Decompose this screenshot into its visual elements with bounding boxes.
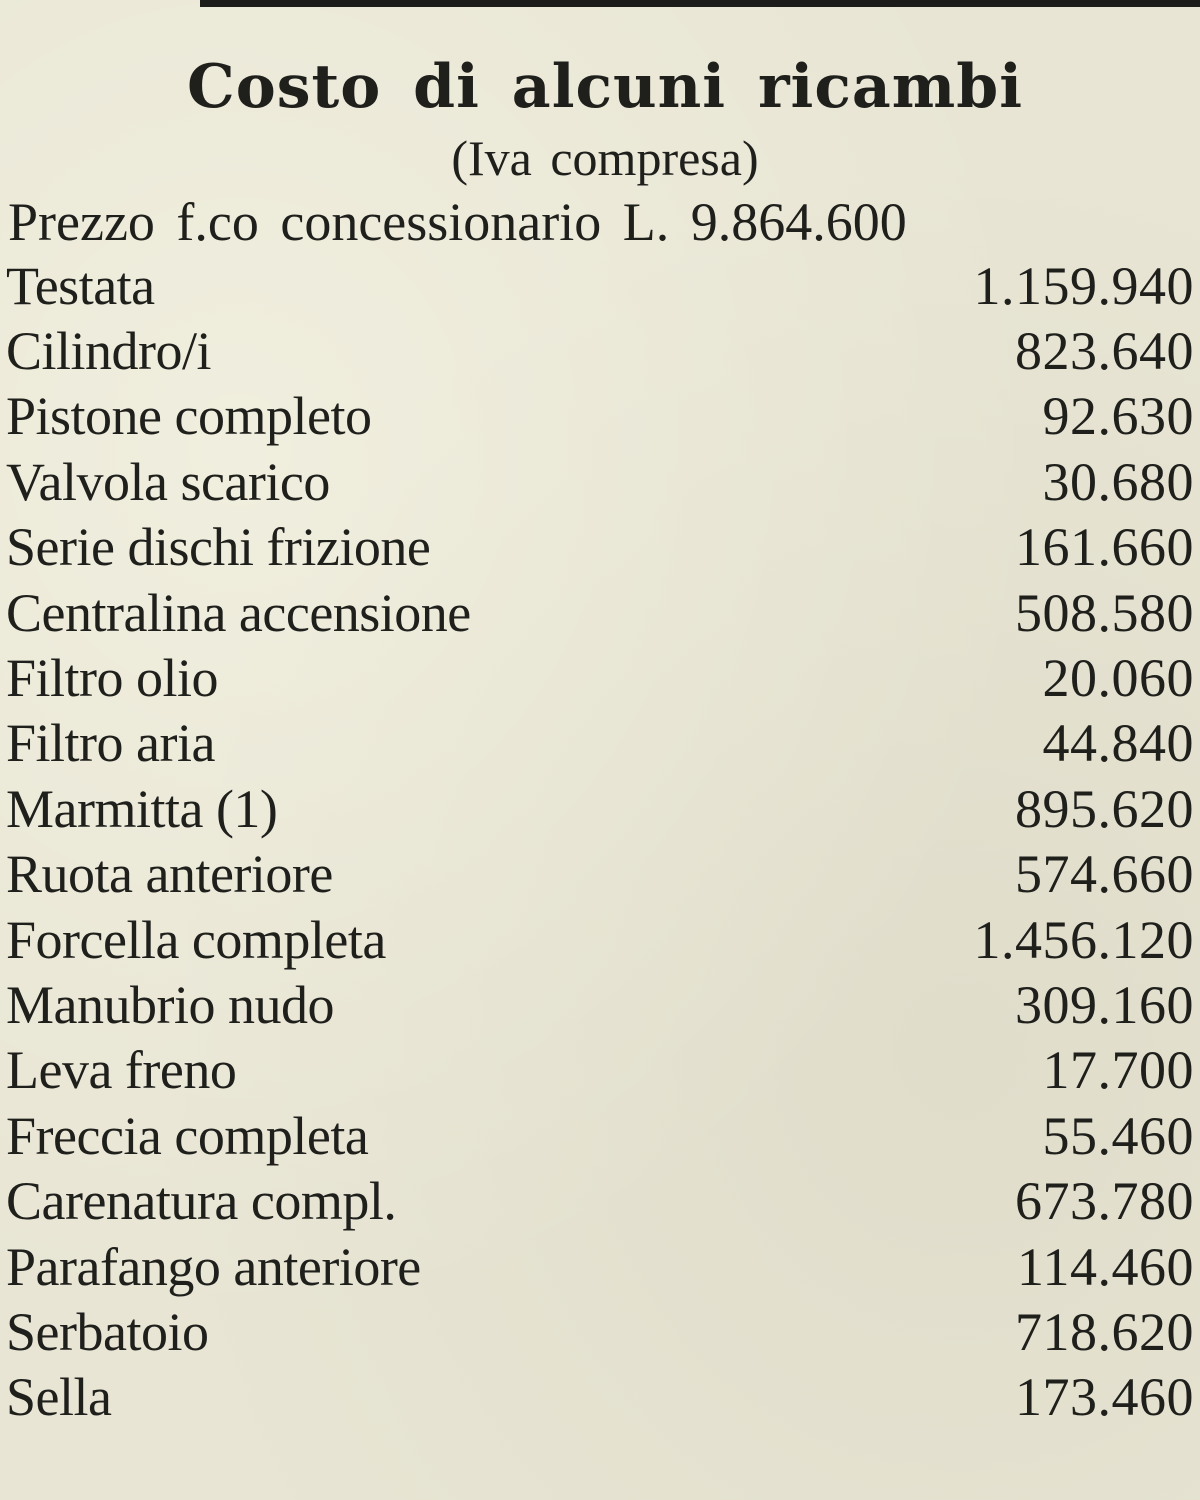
part-name: Manubrio nudo <box>6 974 334 1035</box>
part-name: Freccia completa <box>6 1105 369 1166</box>
top-rule <box>200 0 1200 7</box>
part-name: Marmitta (1) <box>6 778 278 839</box>
part-price: 30.680 <box>1042 451 1194 512</box>
list-item <box>6 907 1194 972</box>
part-name: Pistone completo <box>6 386 372 447</box>
part-price: 44.840 <box>1042 713 1194 774</box>
part-price: 673.780 <box>1015 1171 1194 1232</box>
list-item <box>6 384 1194 449</box>
list-item <box>6 515 1194 580</box>
list-item <box>6 1168 1194 1233</box>
list-item <box>6 1038 1194 1103</box>
dealer-price-line: Prezzo f.co concessionario L. 9.864.600 <box>8 192 907 252</box>
list-item <box>6 1299 1194 1364</box>
part-price: 92.630 <box>1042 386 1194 447</box>
list-item <box>6 1365 1194 1430</box>
part-price: 114.460 <box>1017 1236 1194 1297</box>
part-price: 823.640 <box>1015 321 1194 382</box>
spare-parts-list <box>6 253 1194 1430</box>
part-price: 173.460 <box>1015 1367 1194 1428</box>
table-subtitle: (Iva compresa) <box>451 130 759 186</box>
part-name: Serie dischi frizione <box>6 517 431 578</box>
part-price: 20.060 <box>1042 648 1194 709</box>
part-price: 161.660 <box>1015 517 1194 578</box>
part-price: 17.700 <box>1042 1040 1194 1101</box>
table-title: Costo di alcuni ricambi <box>187 52 1023 122</box>
part-name: Parafango anteriore <box>6 1236 421 1297</box>
part-name: Leva freno <box>6 1040 237 1101</box>
part-name: Cilindro/i <box>6 321 212 382</box>
part-name: Valvola scarico <box>6 451 330 512</box>
list-item <box>6 776 1194 841</box>
part-name: Sella <box>6 1367 112 1428</box>
list-item <box>6 580 1194 645</box>
part-price: 508.580 <box>1015 582 1194 643</box>
part-name: Serbatoio <box>6 1301 209 1362</box>
part-name: Filtro aria <box>6 713 215 774</box>
part-name: Testata <box>6 255 155 316</box>
list-item <box>6 253 1194 318</box>
list-item <box>6 1234 1194 1299</box>
list-item <box>6 449 1194 514</box>
list-item <box>6 711 1194 776</box>
part-price: 309.160 <box>1015 974 1194 1035</box>
part-name: Forcella completa <box>6 909 386 970</box>
list-item <box>6 318 1194 383</box>
list-item <box>6 972 1194 1037</box>
list-item <box>6 842 1194 907</box>
list-item <box>6 1103 1194 1168</box>
part-price: 1.159.940 <box>973 255 1194 316</box>
part-name: Centralina accensione <box>6 582 471 643</box>
part-name: Ruota anteriore <box>6 844 333 905</box>
part-price: 574.660 <box>1015 844 1194 905</box>
list-item <box>6 645 1194 710</box>
part-price: 895.620 <box>1015 778 1194 839</box>
part-price: 718.620 <box>1015 1301 1194 1362</box>
part-name: Filtro olio <box>6 648 219 709</box>
part-name: Carenatura compl. <box>6 1171 397 1232</box>
part-price: 1.456.120 <box>973 909 1194 970</box>
part-price: 55.460 <box>1042 1105 1194 1166</box>
